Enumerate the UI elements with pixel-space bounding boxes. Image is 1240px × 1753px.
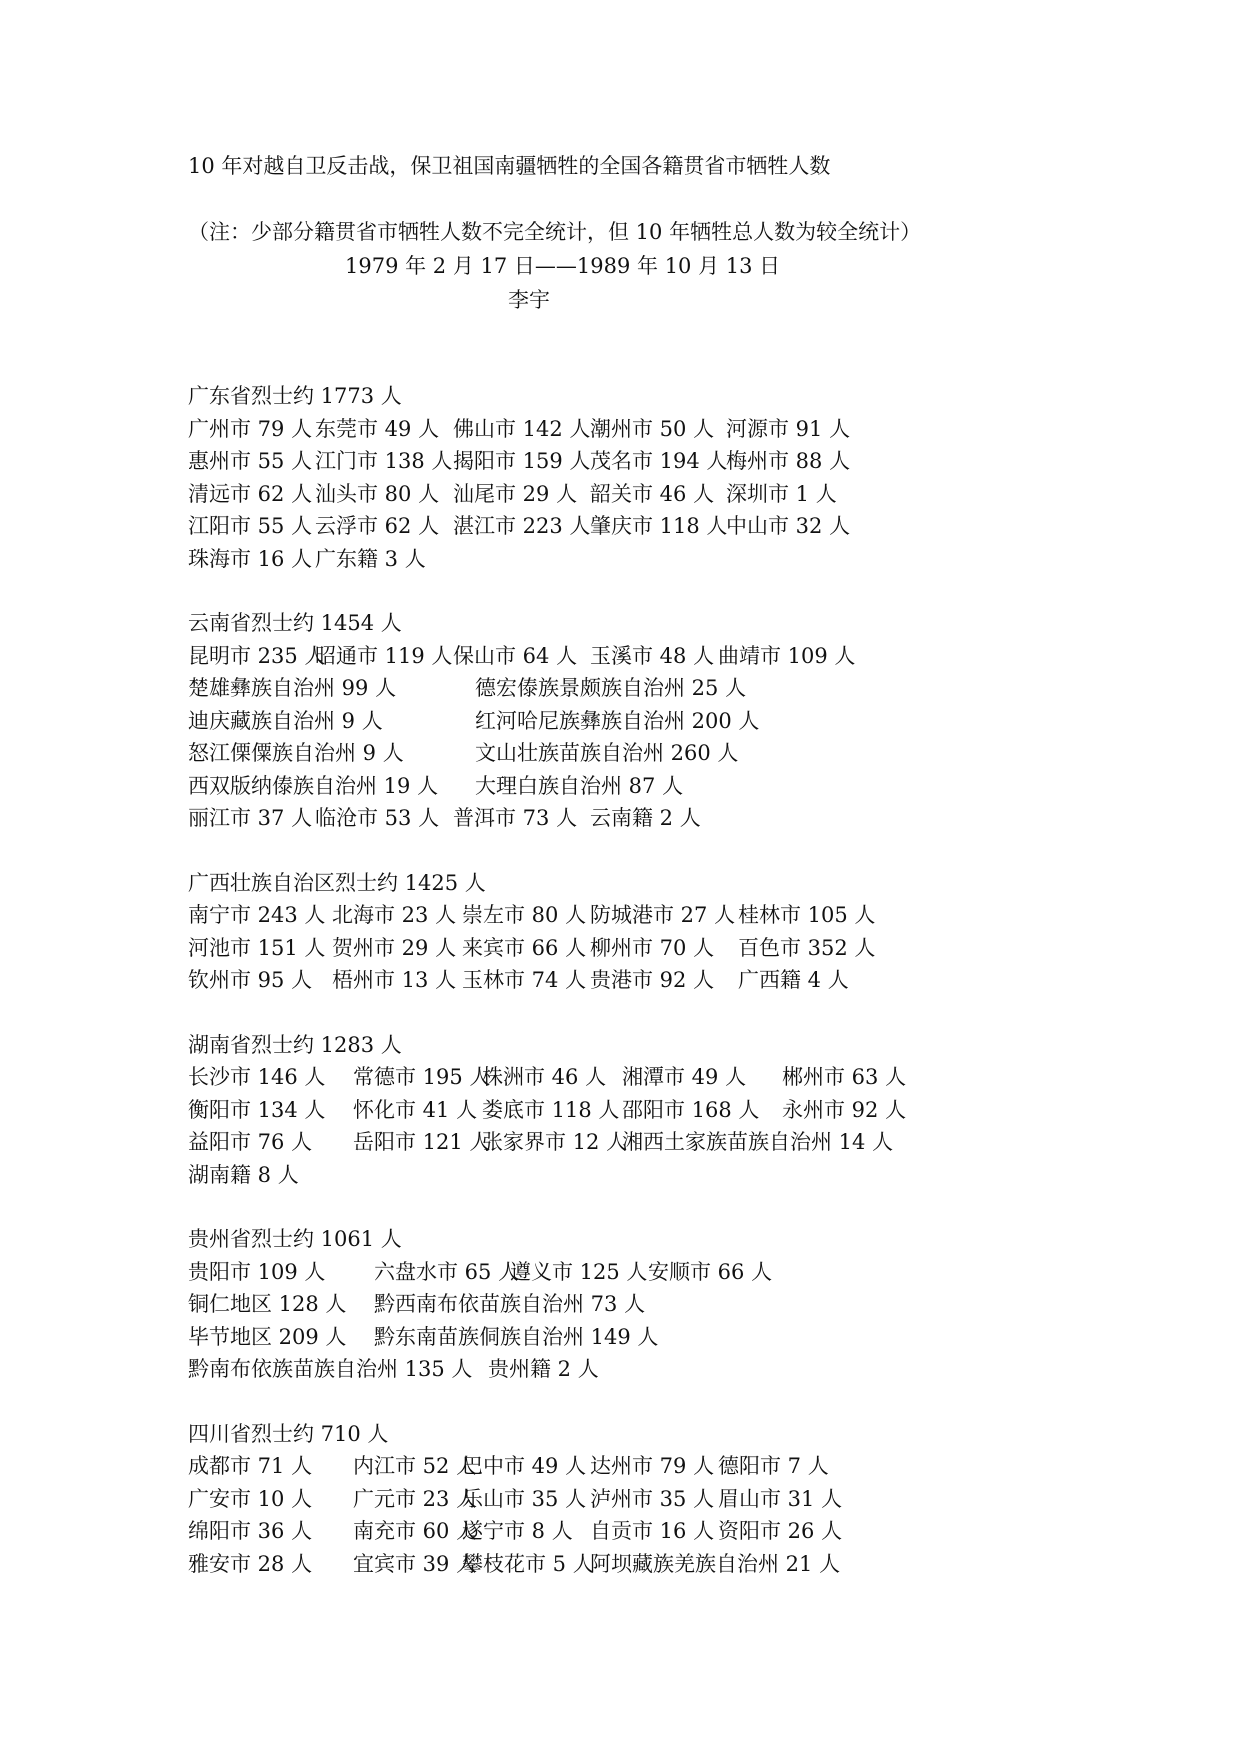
city-entry: 内江市 52 人: [353, 1454, 478, 1478]
city-entry: 崇左市 80 人: [462, 903, 587, 927]
province-section: [188, 1223, 1188, 1386]
city-row: [188, 1061, 1188, 1094]
author: 李宇: [508, 288, 550, 312]
city-entry: 南充市 60 人: [353, 1519, 478, 1543]
city-entry: 湛江市 223 人: [453, 514, 591, 538]
city-entry: 桂林市 105 人: [738, 903, 876, 927]
city-entry: 钦州市 95 人: [188, 968, 313, 992]
city-row: [188, 1126, 1188, 1159]
city-entry: 岳阳市 121 人: [353, 1130, 491, 1154]
city-entry: 泸州市 35 人: [590, 1486, 715, 1511]
city-row: [188, 1159, 1188, 1192]
city-entry: 贺州市 29 人: [332, 935, 457, 960]
city-entry: 怒江傈僳族自治州 9 人: [188, 741, 404, 765]
city-entry: 百色市 352 人: [738, 935, 876, 960]
province-sections: [188, 380, 1188, 1612]
city-entry: 江门市 138 人: [315, 449, 453, 473]
city-entry: 贵港市 92 人: [590, 968, 715, 992]
city-entry: 西双版纳傣族自治州 19 人: [188, 773, 439, 798]
city-row: [188, 1321, 1188, 1354]
city-row: [188, 1548, 1188, 1581]
city-entry: 株洲市 46 人: [482, 1065, 607, 1089]
city-entry: 南宁市 243 人: [188, 903, 326, 927]
city-entry: 贵阳市 109 人: [188, 1259, 326, 1284]
city-entry: 惠州市 55 人: [188, 449, 313, 473]
city-entry: 梅州市 88 人: [726, 449, 851, 473]
province-section: [188, 607, 1188, 835]
city-entry: 安顺市 66 人: [648, 1259, 773, 1284]
city-entry: 云南籍 2 人: [590, 806, 701, 830]
province-section: [188, 380, 1188, 575]
province-heading: 贵州省烈士约 1061 人: [188, 1227, 402, 1251]
city-entry: 河源市 91 人: [726, 416, 851, 441]
city-entry: 玉林市 74 人: [462, 968, 587, 992]
city-entry: 遵义市 125 人: [510, 1259, 648, 1284]
city-row: [188, 899, 1188, 932]
city-entry: 自贡市 16 人: [590, 1519, 715, 1543]
city-entry: 大理白族自治州 87 人: [475, 773, 684, 798]
city-entry: 长沙市 146 人: [188, 1065, 326, 1089]
city-entry: 迪庆藏族自治州 9 人: [188, 708, 383, 733]
city-entry: 江阳市 55 人: [188, 514, 313, 538]
province-section: [188, 1029, 1188, 1192]
city-entry: 楚雄彝族自治州 99 人: [188, 676, 397, 700]
city-entry: 巴中市 49 人: [462, 1454, 587, 1478]
city-entry: 攀枝花市 5 人: [462, 1551, 594, 1576]
province-heading: 四川省烈士约 710 人: [188, 1421, 389, 1446]
city-entry: 成都市 71 人: [188, 1454, 313, 1478]
document-title: 10 年对越自卫反击战，保卫祖国南疆牺牲的全国各籍贯省市牺牲人数: [188, 154, 831, 178]
city-entry: 黔西南布依苗族自治州 73 人: [374, 1292, 646, 1316]
city-entry: 六盘水市 65 人: [374, 1259, 520, 1284]
city-entry: 乐山市 35 人: [462, 1486, 587, 1511]
city-entry: 茂名市 194 人: [590, 449, 728, 473]
city-row: [188, 478, 1188, 511]
city-row: [188, 445, 1188, 478]
city-entry: 普洱市 73 人: [453, 806, 578, 830]
city-row: [188, 1450, 1188, 1483]
city-entry: 达州市 79 人: [590, 1454, 715, 1478]
city-entry: 毕节地区 209 人: [188, 1324, 347, 1349]
city-entry: 湖南籍 8 人: [188, 1162, 299, 1187]
city-entry: 贵州籍 2 人: [488, 1357, 599, 1381]
city-entry: 广元市 23 人: [353, 1486, 478, 1511]
city-entry: 张家界市 12 人: [482, 1130, 628, 1154]
city-entry: 永州市 92 人: [782, 1097, 907, 1122]
city-entry: 常德市 195 人: [353, 1065, 491, 1089]
city-entry: 雅安市 28 人: [188, 1551, 313, 1576]
city-row: [188, 1483, 1188, 1516]
city-row: [188, 672, 1188, 705]
city-entry: 汕头市 80 人: [315, 481, 440, 506]
city-entry: 柳州市 70 人: [590, 935, 715, 960]
city-entry: 绵阳市 36 人: [188, 1519, 313, 1543]
city-entry: 昭通市 119 人: [315, 643, 453, 668]
city-entry: 云浮市 62 人: [315, 514, 440, 538]
city-row: [188, 770, 1188, 803]
city-row: [188, 1094, 1188, 1127]
city-entry: 黔东南苗族侗族自治州 149 人: [374, 1324, 659, 1349]
city-entry: 益阳市 76 人: [188, 1130, 313, 1154]
city-row: [188, 1288, 1188, 1321]
city-row: [188, 737, 1188, 770]
city-entry: 防城港市 27 人: [590, 903, 736, 927]
city-entry: 黔南布依族苗族自治州 135 人: [188, 1357, 473, 1381]
date-range: 1979 年 2 月 17 日——1989 年 10 月 13 日: [345, 254, 781, 278]
city-entry: 文山壮族苗族自治州 260 人: [475, 741, 739, 765]
city-entry: 保山市 64 人: [453, 643, 578, 668]
city-entry: 河池市 151 人: [188, 935, 326, 960]
city-row: [188, 1353, 1188, 1386]
city-row: [188, 964, 1188, 997]
city-row: [188, 1256, 1188, 1289]
city-entry: 中山市 32 人: [726, 514, 851, 538]
city-entry: 玉溪市 48 人: [590, 643, 715, 668]
city-entry: 肇庆市 118 人: [590, 514, 728, 538]
city-row: [188, 640, 1188, 673]
province-heading: 湖南省烈士约 1283 人: [188, 1032, 402, 1057]
city-entry: 怀化市 41 人: [353, 1097, 478, 1122]
city-entry: 广东籍 3 人: [315, 546, 426, 571]
city-entry: 昆明市 235 人: [188, 643, 326, 668]
city-entry: 丽江市 37 人: [188, 806, 313, 830]
city-entry: 邵阳市 168 人: [622, 1097, 760, 1122]
city-entry: 北海市 23 人: [332, 903, 457, 927]
city-entry: 广安市 10 人: [188, 1486, 313, 1511]
city-entry: 娄底市 118 人: [482, 1097, 620, 1122]
province-heading: 云南省烈士约 1454 人: [188, 611, 402, 635]
city-entry: 曲靖市 109 人: [718, 643, 856, 668]
city-row: [188, 1515, 1188, 1548]
city-entry: 湘潭市 49 人: [622, 1065, 747, 1089]
document-note: （注：少部分籍贯省市牺牲人数不完全统计，但 10 年牺牲总人数为较全统计）: [188, 220, 922, 244]
city-entry: 红河哈尼族彝族自治州 200 人: [475, 708, 760, 733]
city-row: [188, 543, 1188, 576]
city-entry: 宜宾市 39 人: [353, 1551, 478, 1576]
city-row: [188, 705, 1188, 738]
city-entry: 临沧市 53 人: [315, 806, 440, 830]
city-row: [188, 932, 1188, 965]
city-entry: 汕尾市 29 人: [453, 481, 578, 506]
city-entry: 资阳市 26 人: [718, 1519, 843, 1543]
city-entry: 佛山市 142 人: [453, 416, 591, 441]
city-entry: 来宾市 66 人: [462, 935, 587, 960]
city-entry: 阿坝藏族羌族自治州 21 人: [590, 1551, 841, 1576]
city-row: [188, 413, 1188, 446]
city-entry: 揭阳市 159 人: [453, 449, 591, 473]
city-entry: 眉山市 31 人: [718, 1486, 843, 1511]
city-entry: 铜仁地区 128 人: [188, 1292, 347, 1316]
city-row: [188, 802, 1188, 835]
city-entry: 东莞市 49 人: [315, 416, 440, 441]
city-entry: 韶关市 46 人: [590, 481, 715, 506]
city-entry: 清远市 62 人: [188, 481, 313, 506]
province-section: [188, 867, 1188, 997]
city-entry: 广州市 79 人: [188, 416, 313, 441]
city-entry: 深圳市 1 人: [726, 481, 837, 506]
city-entry: 遂宁市 8 人: [462, 1519, 573, 1543]
city-entry: 郴州市 63 人: [782, 1065, 907, 1089]
province-section: [188, 1418, 1188, 1581]
city-entry: 德宏傣族景颇族自治州 25 人: [475, 676, 747, 700]
city-entry: 德阳市 7 人: [718, 1454, 829, 1478]
city-entry: 潮州市 50 人: [590, 416, 715, 441]
city-entry: 湘西土家族苗族自治州 14 人: [622, 1130, 894, 1154]
city-entry: 梧州市 13 人: [332, 968, 457, 992]
city-row: [188, 510, 1188, 543]
province-heading: 广东省烈士约 1773 人: [188, 384, 402, 408]
city-entry: 广西籍 4 人: [738, 968, 849, 992]
city-entry: 珠海市 16 人: [188, 546, 313, 571]
province-heading: 广西壮族自治区烈士约 1425 人: [188, 870, 486, 895]
city-entry: 衡阳市 134 人: [188, 1097, 326, 1122]
